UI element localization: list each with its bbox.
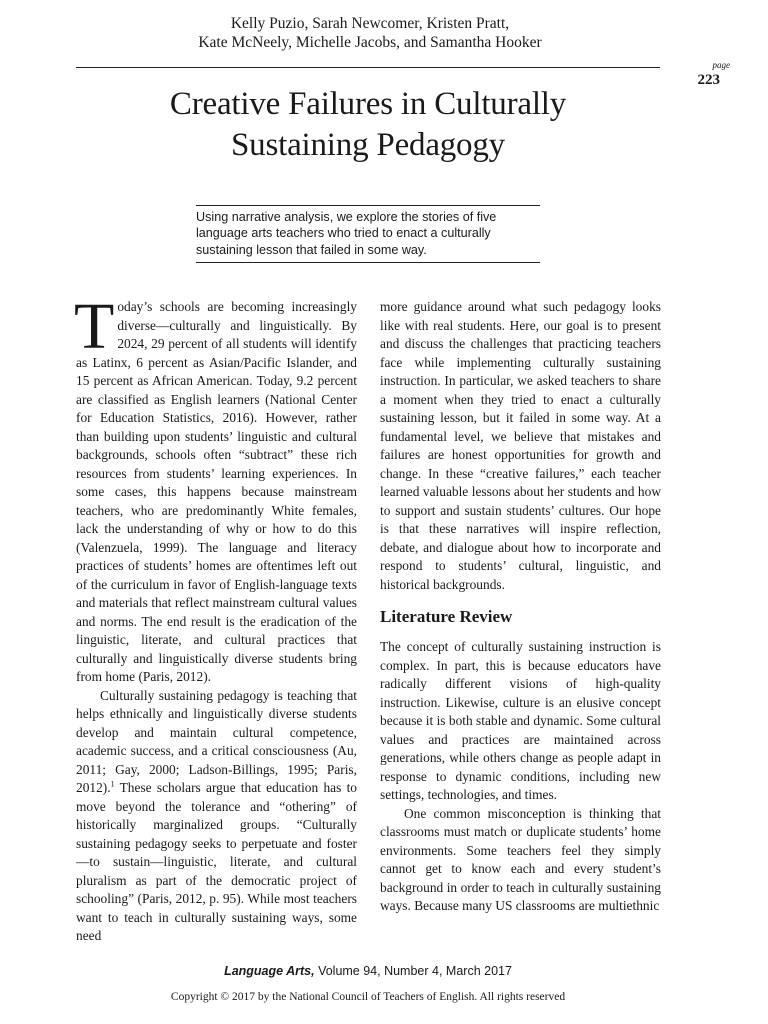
page-number: 223 [697,72,720,88]
abstract: Using narrative analysis, we explore the stories of five language arts teachers who tried to enact a culturally sustaining lesson that failed in some way. [196,205,540,263]
title-line-1: Creative Failures in Culturally [169,86,567,122]
header-rule [76,67,660,68]
journal-name: Language Arts, [224,964,315,978]
paragraph-csp [76,687,357,946]
authors-line-2: Kate McNeely, Michelle Jacobs, and Samantha Hooker [198,34,542,51]
title-line-2: Sustaining Pedagogy [231,127,505,163]
footnote-marker: 1 [110,779,115,789]
article-title [0,84,736,166]
paragraph-intro [74,290,357,687]
paragraph-continued: more guidance around what such pedagogy looks like with real students. Here, our goal is to present and discuss the challenges that practicing teachers face while implementing culturally sustaining instruction. In particular, we asked teachers to share a moment when they tried to enact a culturally sustaining lesson, but it failed in some way. At a fundamental level, we believe that mistakes and failures are honest opportunities for growth and change. In these “creative failures,” each teacher learned valuable lessons about her students and how to support and sustain students’ cultures. Our hope is that these narratives will inspire reflection, debate, and dialogue about how to incorporate and respond to students’ cultural, linguistic, and historical backgrounds. [380,299,661,592]
paragraph-concept: The concept of culturally sustaining instruction is complex. In part, this is because educators have radically different visions of high-quality instruction. Likewise, culture is an elusive concept because it is both stable and dynamic. Some cultural values and practices are maintained across generations, while others change as people adapt in response to dynamic conditions, including new settings, technologies, and times. [380,639,661,802]
paragraph-csp-text-a: Culturally sustaining pedagogy is teaching that helps ethnically and linguistically diverse students develop and maintain cultural competence, academic success, and a critical consciousness (Au, 2011; Gay, 2000; Ladson-Billings, 1995; Paris, 2012). [76,687,357,795]
body-column-left [74,290,357,946]
section-heading: Literature Review [380,607,513,626]
copyright-notice: Copyright © 2017 by the National Council of Teachers of English. All rights reserved [170,991,566,1003]
paragraph-csp-text-b: These scholars argue that education has to move beyond the tolerance and “othering” of historically marginalized groups. “Culturally sustaining pedagogy seeks to perpetuate and foster—to sustain—linguistic, literate, and cultural pluralism as part of the democratic project of schooling” (Paris, 2012, p. 95). While most teachers want to teach in culturally sustaining ways, some need [76,780,357,943]
page-label: page [712,60,730,70]
author-list [0,14,740,52]
authors-line-1: Kelly Puzio, Sarah Newcomer, Kristen Pratt, [230,15,510,32]
journal-issue: Volume 94, Number 4, March 2017 [314,964,512,978]
body-column-right [380,298,661,916]
paragraph-misconception: One common misconception is thinking that classrooms must match or duplicate students’ home environments. Some teachers feel they simply cannot get to know each and every student’s background in order to teach in culturally sustaining ways. Because many US classrooms are multiethnic [380,805,661,913]
drop-cap: T [74,290,115,363]
journal-citation [0,964,736,979]
paragraph-intro-text: oday’s schools are becoming increasingly diverse—culturally and linguistically. By 2024, 29 percent of all students will identify as Latinx, 6 percent as Asian/Pacific Islander, and 15 percent as African American. Today, 9.2 percent are classified as English learners (National Center for Education Statistics, 2016). However, rather than building upon students’ linguistic and cultural backgrounds, schools often “subtract” these rich resources from students’ learning experiences. In some cases, this happens because mainstream teachers, who are predominantly White females, lack the understanding of why or how to do this (Valenzuela, 1999). The language and literacy practices of students’ homes are oftentimes left out of the curriculum in favor of English-language texts and materials that reflect mainstream cultural values and norms. The end result is the eradication of the linguistic, literate, and cultural practices that culturally and linguistically diverse students bring from home (Paris, 2012). [76,299,357,684]
